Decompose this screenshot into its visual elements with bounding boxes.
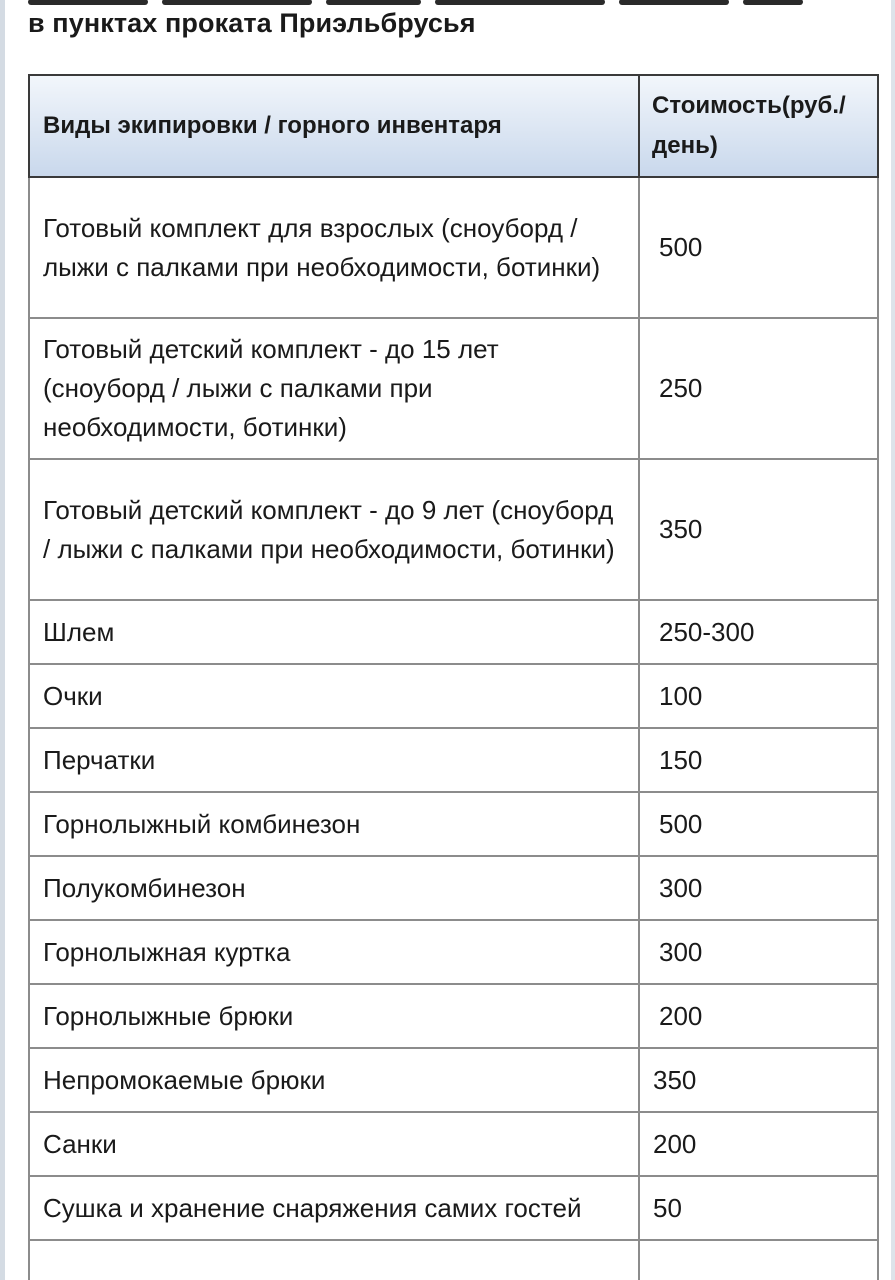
left-page-edge <box>0 0 5 1280</box>
table-row <box>29 318 878 459</box>
equipment-name: Готовый комплект для взрослых (сноуборд / лыжи с палками при необходимости, ботинки) <box>29 177 639 318</box>
equipment-price: 200 <box>639 1112 878 1176</box>
table-row <box>29 1048 878 1112</box>
equipment-price: 500 <box>639 177 878 318</box>
equipment-price: 500 <box>639 792 878 856</box>
table-row <box>29 177 878 318</box>
table-row <box>29 856 878 920</box>
header-equipment-type: Виды экипировки / горного инвентаря <box>29 75 639 177</box>
table-row <box>29 728 878 792</box>
table-row-cut-off <box>29 1240 878 1280</box>
equipment-name-empty <box>29 1240 639 1280</box>
table-heading: в пунктах проката Приэльбрусья <box>28 8 476 38</box>
equipment-price-empty <box>639 1240 878 1280</box>
equipment-price: 350 <box>639 1048 878 1112</box>
equipment-name: Непромокаемые брюки <box>29 1048 639 1112</box>
cut-off-text-line <box>28 0 848 6</box>
rental-price-table <box>28 74 879 1280</box>
equipment-price: 50 <box>639 1176 878 1240</box>
table-row <box>29 1112 878 1176</box>
equipment-price: 100 <box>639 664 878 728</box>
equipment-name: Полукомбинезон <box>29 856 639 920</box>
table-row <box>29 600 878 664</box>
equipment-price: 250-300 <box>639 600 878 664</box>
equipment-price: 150 <box>639 728 878 792</box>
table-header-row <box>29 75 878 177</box>
equipment-price: 200 <box>639 984 878 1048</box>
table-row <box>29 792 878 856</box>
header-price-per-day: Стоимость(руб./ день) <box>639 75 878 177</box>
equipment-name: Сушка и хранение снаряжения самих гостей <box>29 1176 639 1240</box>
equipment-price: 300 <box>639 920 878 984</box>
equipment-name: Горнолыжная куртка <box>29 920 639 984</box>
equipment-name: Санки <box>29 1112 639 1176</box>
equipment-name: Перчатки <box>29 728 639 792</box>
equipment-name: Очки <box>29 664 639 728</box>
table-row <box>29 1176 878 1240</box>
equipment-price: 350 <box>639 459 878 600</box>
equipment-name: Готовый детский комплект - до 15 лет (сноуборд / лыжи с палками при необходимости, ботинки) <box>29 318 639 459</box>
table-row <box>29 920 878 984</box>
equipment-name: Готовый детский комплект - до 9 лет (сноуборд / лыжи с палками при необходимости, ботинки) <box>29 459 639 600</box>
table-row <box>29 984 878 1048</box>
equipment-name: Шлем <box>29 600 639 664</box>
table-row <box>29 459 878 600</box>
table-row <box>29 664 878 728</box>
equipment-price: 250 <box>639 318 878 459</box>
equipment-name: Горнолыжный комбинезон <box>29 792 639 856</box>
right-page-edge <box>891 0 895 1280</box>
equipment-price: 300 <box>639 856 878 920</box>
equipment-name: Горнолыжные брюки <box>29 984 639 1048</box>
